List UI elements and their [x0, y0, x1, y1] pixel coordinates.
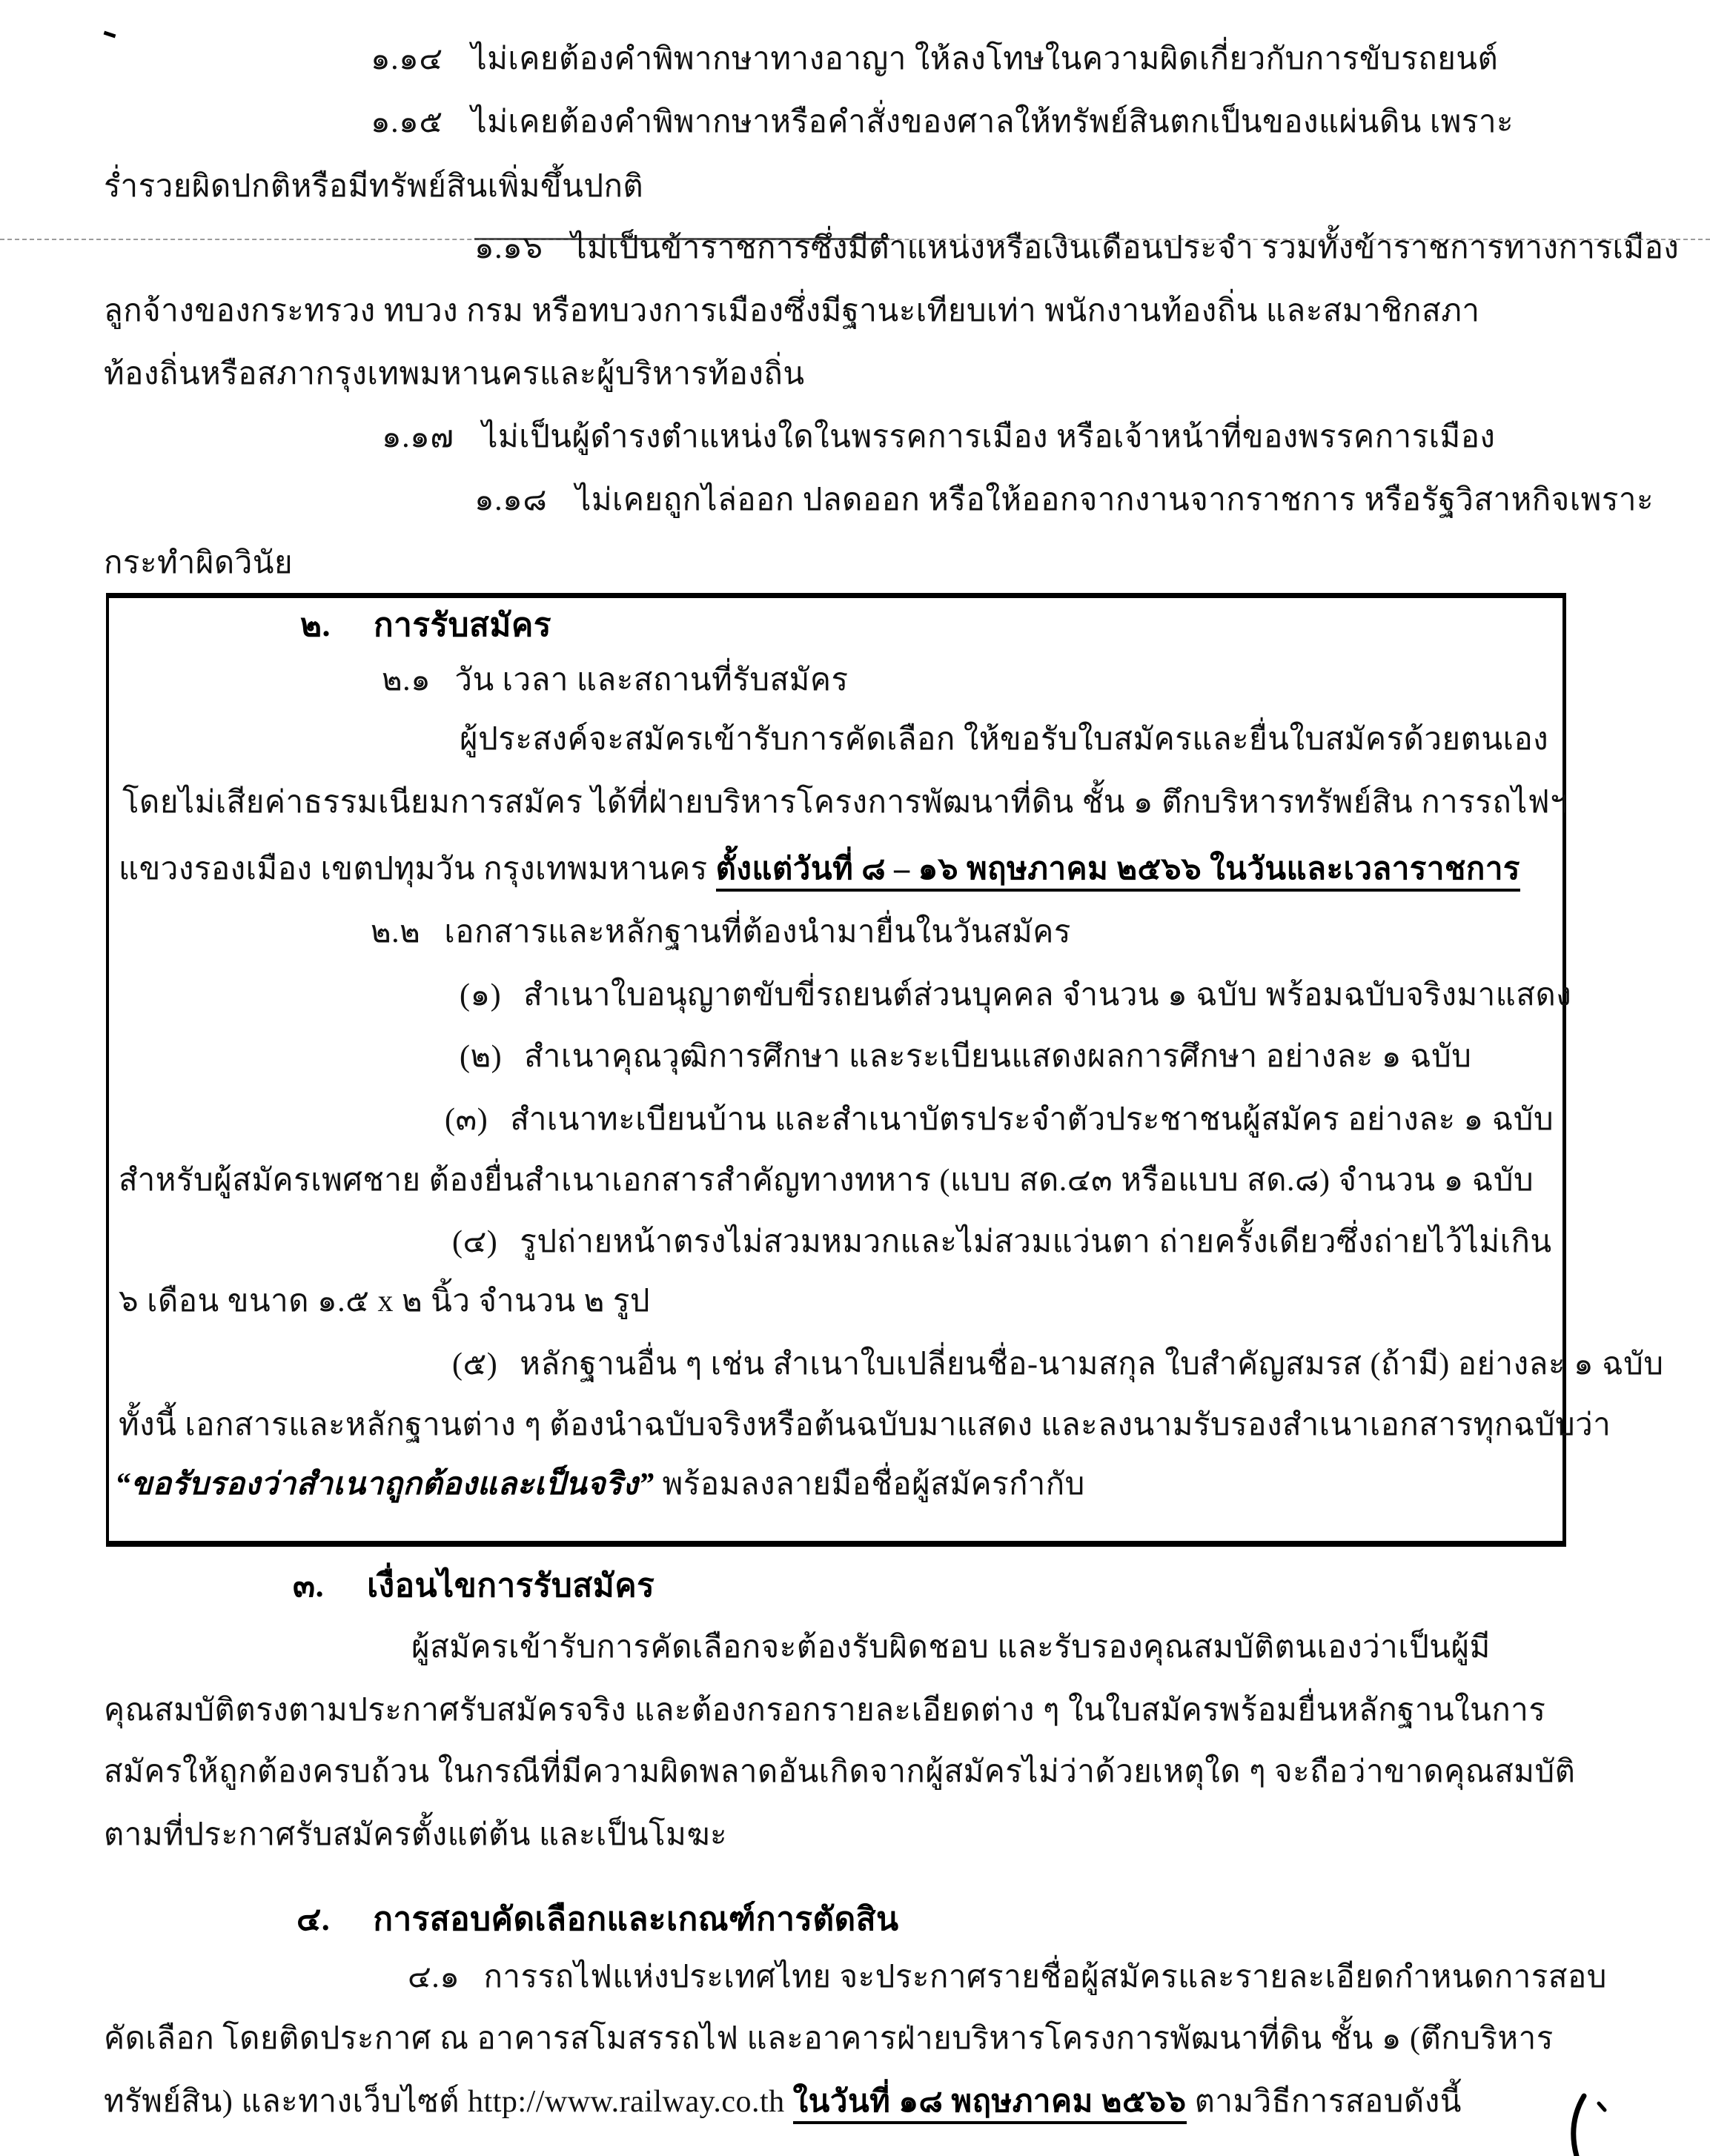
item-1-15 [371, 100, 1514, 145]
subsection-4-1 [408, 1955, 1607, 2000]
document-item-4-number: (๔) [452, 1225, 498, 1259]
certification-note: ทั้งนี้ เอกสารและหลักฐานต่าง ๆ ต้องนำฉบับจริงหรือต้นฉบับมาแสดง และลงนามรับรองสำเนาเอกสารทุกฉบับว่า [119, 1408, 1611, 1442]
document-item-2 [460, 1035, 1471, 1080]
section-2-paragraph-1-continuation: โดยไม่เสียค่าธรรมเนียมการสมัคร ได้ที่ฝ่ายบริหารโครงการพัฒนาที่ดิน ชั้น ๑ ตึกบริหารทรัพย์สิน การรถไฟฯ [122, 786, 1568, 820]
document-item-3-text: สำเนาทะเบียนบ้าน และสำเนาบัตรประจำตัวประชาชนผู้สมัคร อย่างละ ๑ ฉบับ [510, 1103, 1554, 1137]
item-1-18-number: ๑.๑๘ [474, 483, 548, 517]
subsection-2-2-number: ๒.๒ [371, 915, 421, 949]
item-1-15-number: ๑.๑๕ [371, 105, 443, 139]
item-1-18-text: ไม่เคยถูกไล่ออก ปลดออก หรือให้ออกจากงานจากราชการ หรือรัฐวิสาหกิจเพราะ [575, 483, 1654, 517]
section-4-paragraph-3 [104, 2080, 1462, 2125]
item-1-16-continuation-2: ท้องถิ่นหรือสภากรุงเทพมหานครและผู้บริหารท้องถิ่น [104, 357, 805, 391]
document-item-3-number: (๓) [445, 1103, 488, 1137]
item-1-18-continuation: กระทำผิดวินัย [104, 546, 294, 580]
section-3-heading [293, 1562, 654, 1610]
item-1-18 [474, 478, 1654, 523]
document-item-2-text: สำเนาคุณวุฒิการศึกษา และระเบียนแสดงผลการศึกษา อย่างละ ๑ ฉบับ [524, 1040, 1472, 1074]
section-2-paragraph-1: ผู้ประสงค์จะสมัครเข้ารับการคัดเลือก ให้ขอรับใบสมัครและยื่นใบสมัครด้วยตนเอง [460, 723, 1549, 757]
item-1-17 [382, 415, 1495, 460]
document-item-5 [452, 1342, 1664, 1387]
section-2-heading [300, 602, 551, 649]
subsection-4-1-number: ๔.๑ [408, 1960, 460, 1994]
document-item-1 [460, 973, 1571, 1018]
subsection-4-1-text: การรถไฟแห่งประเทศไทย จะประกาศรายชื่อผู้สมัครและรายละเอียดกำหนดการสอบ [483, 1960, 1607, 1994]
item-1-14-number: ๑.๑๔ [371, 42, 443, 76]
section-3-paragraph-1: ผู้สมัครเข้ารับการคัดเลือกจะต้องรับผิดชอบ และรับรองคุณสมบัติตนเองว่าเป็นผู้มี [411, 1631, 1491, 1665]
section-3-heading-text: เงื่อนไขการรับสมัคร [367, 1568, 655, 1604]
section-3-paragraph-2: คุณสมบัติตรงตามประกาศรับสมัครจริง และต้องกรอกรายละเอียดต่าง ๆ ในใบสมัครพร้อมยื่นหลักฐานในการ [104, 1694, 1546, 1728]
handwritten-pen-mark [1545, 2083, 1627, 2156]
subsection-2-1-number: ๒.๑ [382, 663, 431, 697]
document-item-5-text: หลักฐานอื่น ๆ เช่น สำเนาใบเปลี่ยนชื่อ-นามสกุล ใบสำคัญสมรส (ถ้ามี) อย่างละ ๑ ฉบับ [520, 1347, 1664, 1382]
website-line-suffix: ตามวิธีการสอบดังนี้ [1186, 2085, 1462, 2119]
application-period-emphasis: ตั้งแต่วันที่ ๘ – ๑๖ พฤษภาคม ๒๕๖๖ ในวันและเวลาราชการ [716, 852, 1520, 892]
certification-quote-line [115, 1462, 1085, 1507]
item-1-17-number: ๑.๑๗ [382, 420, 454, 454]
section-3-paragraph-4: ตามที่ประกาศรับสมัครตั้งแต่ต้น และเป็นโมฆะ [104, 1818, 728, 1852]
section-2-heading-number: ๒. [300, 607, 331, 643]
item-1-14 [371, 37, 1498, 82]
subsection-2-1 [382, 658, 849, 703]
item-1-14-text: ไม่เคยต้องคำพิพากษาทางอาญา ให้ลงโทษในความผิดเกี่ยวกับการขับรถยนต์ [471, 42, 1499, 76]
item-1-16-continuation-1: ลูกจ้างของกระทรวง ทบวง กรม หรือทบวงการเมืองซึ่งมีฐานะเทียบเท่า พนักงานท้องถิ่น และสมาชิกสภา [104, 294, 1480, 328]
section-4-heading-text: การสอบคัดเลือกและเกณฑ์การตัดสิน [373, 1901, 899, 1937]
document-item-3-continuation: สำหรับผู้สมัครเพศชาย ต้องยื่นสำเนาเอกสารสำคัญทางทหาร (แบบ สด.๔๓ หรือแบบ สด.๘) จำนวน ๑ ฉบับ [119, 1164, 1534, 1198]
item-1-17-text: ไม่เป็นผู้ดำรงตำแหน่งใดในพรรคการเมือง หรือเจ้าหน้าที่ของพรรคการเมือง [482, 420, 1496, 454]
subsection-2-2 [371, 910, 1071, 955]
document-item-2-number: (๒) [460, 1040, 503, 1074]
section-2-heading-text: การรับสมัคร [374, 607, 551, 643]
section-2-paragraph-1-dates-line [119, 847, 1520, 892]
application-address-text: แขวงรองเมือง เขตปทุมวัน กรุงเทพมหานคร [119, 852, 716, 886]
document-item-1-text: สำเนาใบอนุญาตขับขี่รถยนต์ส่วนบุคคล จำนวน ๑ ฉบับ พร้อมฉบับจริงมาแสดง [523, 978, 1572, 1012]
document-item-4-continuation: ๖ เดือน ขนาด ๑.๕ x ๒ นิ้ว จำนวน ๒ รูป [119, 1284, 651, 1319]
scan-speck-mark [104, 31, 116, 39]
section-4-paragraph-2: คัดเลือก โดยติดประกาศ ณ อาคารสโมสรรถไฟ และอาคารฝ่ายบริหารโครงการพัฒนาที่ดิน ชั้น ๑ (ตึกบริหาร [104, 2022, 1554, 2056]
document-item-4 [452, 1220, 1552, 1265]
announcement-date-emphasis: ในวันที่ ๑๘ พฤษภาคม ๒๕๖๖ [793, 2085, 1187, 2124]
railway-website-url: http://www.railway.co.th [468, 2085, 785, 2119]
certification-quote-after: พร้อมลงลายมือชื่อผู้สมัครกำกับ [654, 1467, 1085, 1502]
item-1-16-number: ๑.๑๖ [474, 231, 543, 265]
item-1-16-text: ไม่เป็นข้าราชการซึ่งมีตำแหน่งหรือเงินเดือนประจำ รวมทั้งข้าราชการทางการเมือง [571, 231, 1680, 265]
document-item-3 [445, 1098, 1554, 1143]
subsection-2-1-text: วัน เวลา และสถานที่รับสมัคร [454, 663, 849, 697]
certification-quote: “ขอรับรองว่าสำเนาถูกต้องและเป็นจริง” [115, 1467, 654, 1502]
document-item-5-number: (๕) [452, 1347, 498, 1382]
item-1-15-continuation: ร่ำรวยผิดปกติหรือมีทรัพย์สินเพิ่มขึ้นปกติ [104, 170, 644, 204]
item-1-15-text: ไม่เคยต้องคำพิพากษาหรือคำสั่งของศาลให้ทรัพย์สินตกเป็นของแผ่นดิน เพราะ [471, 105, 1514, 139]
subsection-2-2-text: เอกสารและหลักฐานที่ต้องนำมายื่นในวันสมัคร [444, 915, 1071, 949]
section-4-heading [296, 1896, 899, 1943]
document-item-4-text: รูปถ่ายหน้าตรงไม่สวมหมวกและไม่สวมแว่นตา ถ่ายครั้งเดียวซึ่งถ่ายไว้ไม่เกิน [520, 1225, 1552, 1259]
document-item-1-number: (๑) [460, 978, 502, 1012]
item-1-16 [474, 226, 1679, 271]
section-3-heading-number: ๓. [293, 1568, 325, 1604]
website-line-prefix: ทรัพย์สิน) และทางเว็บไซต์ [104, 2085, 468, 2119]
section-4-heading-number: ๔. [296, 1901, 331, 1937]
section-3-paragraph-3: สมัครให้ถูกต้องครบถ้วน ในกรณีที่มีความผิดพลาดอันเกิดจากผู้สมัครไม่ว่าด้วยเหตุใด ๆ จะถือว่าขาดคุณสมบัติ [104, 1755, 1576, 1789]
